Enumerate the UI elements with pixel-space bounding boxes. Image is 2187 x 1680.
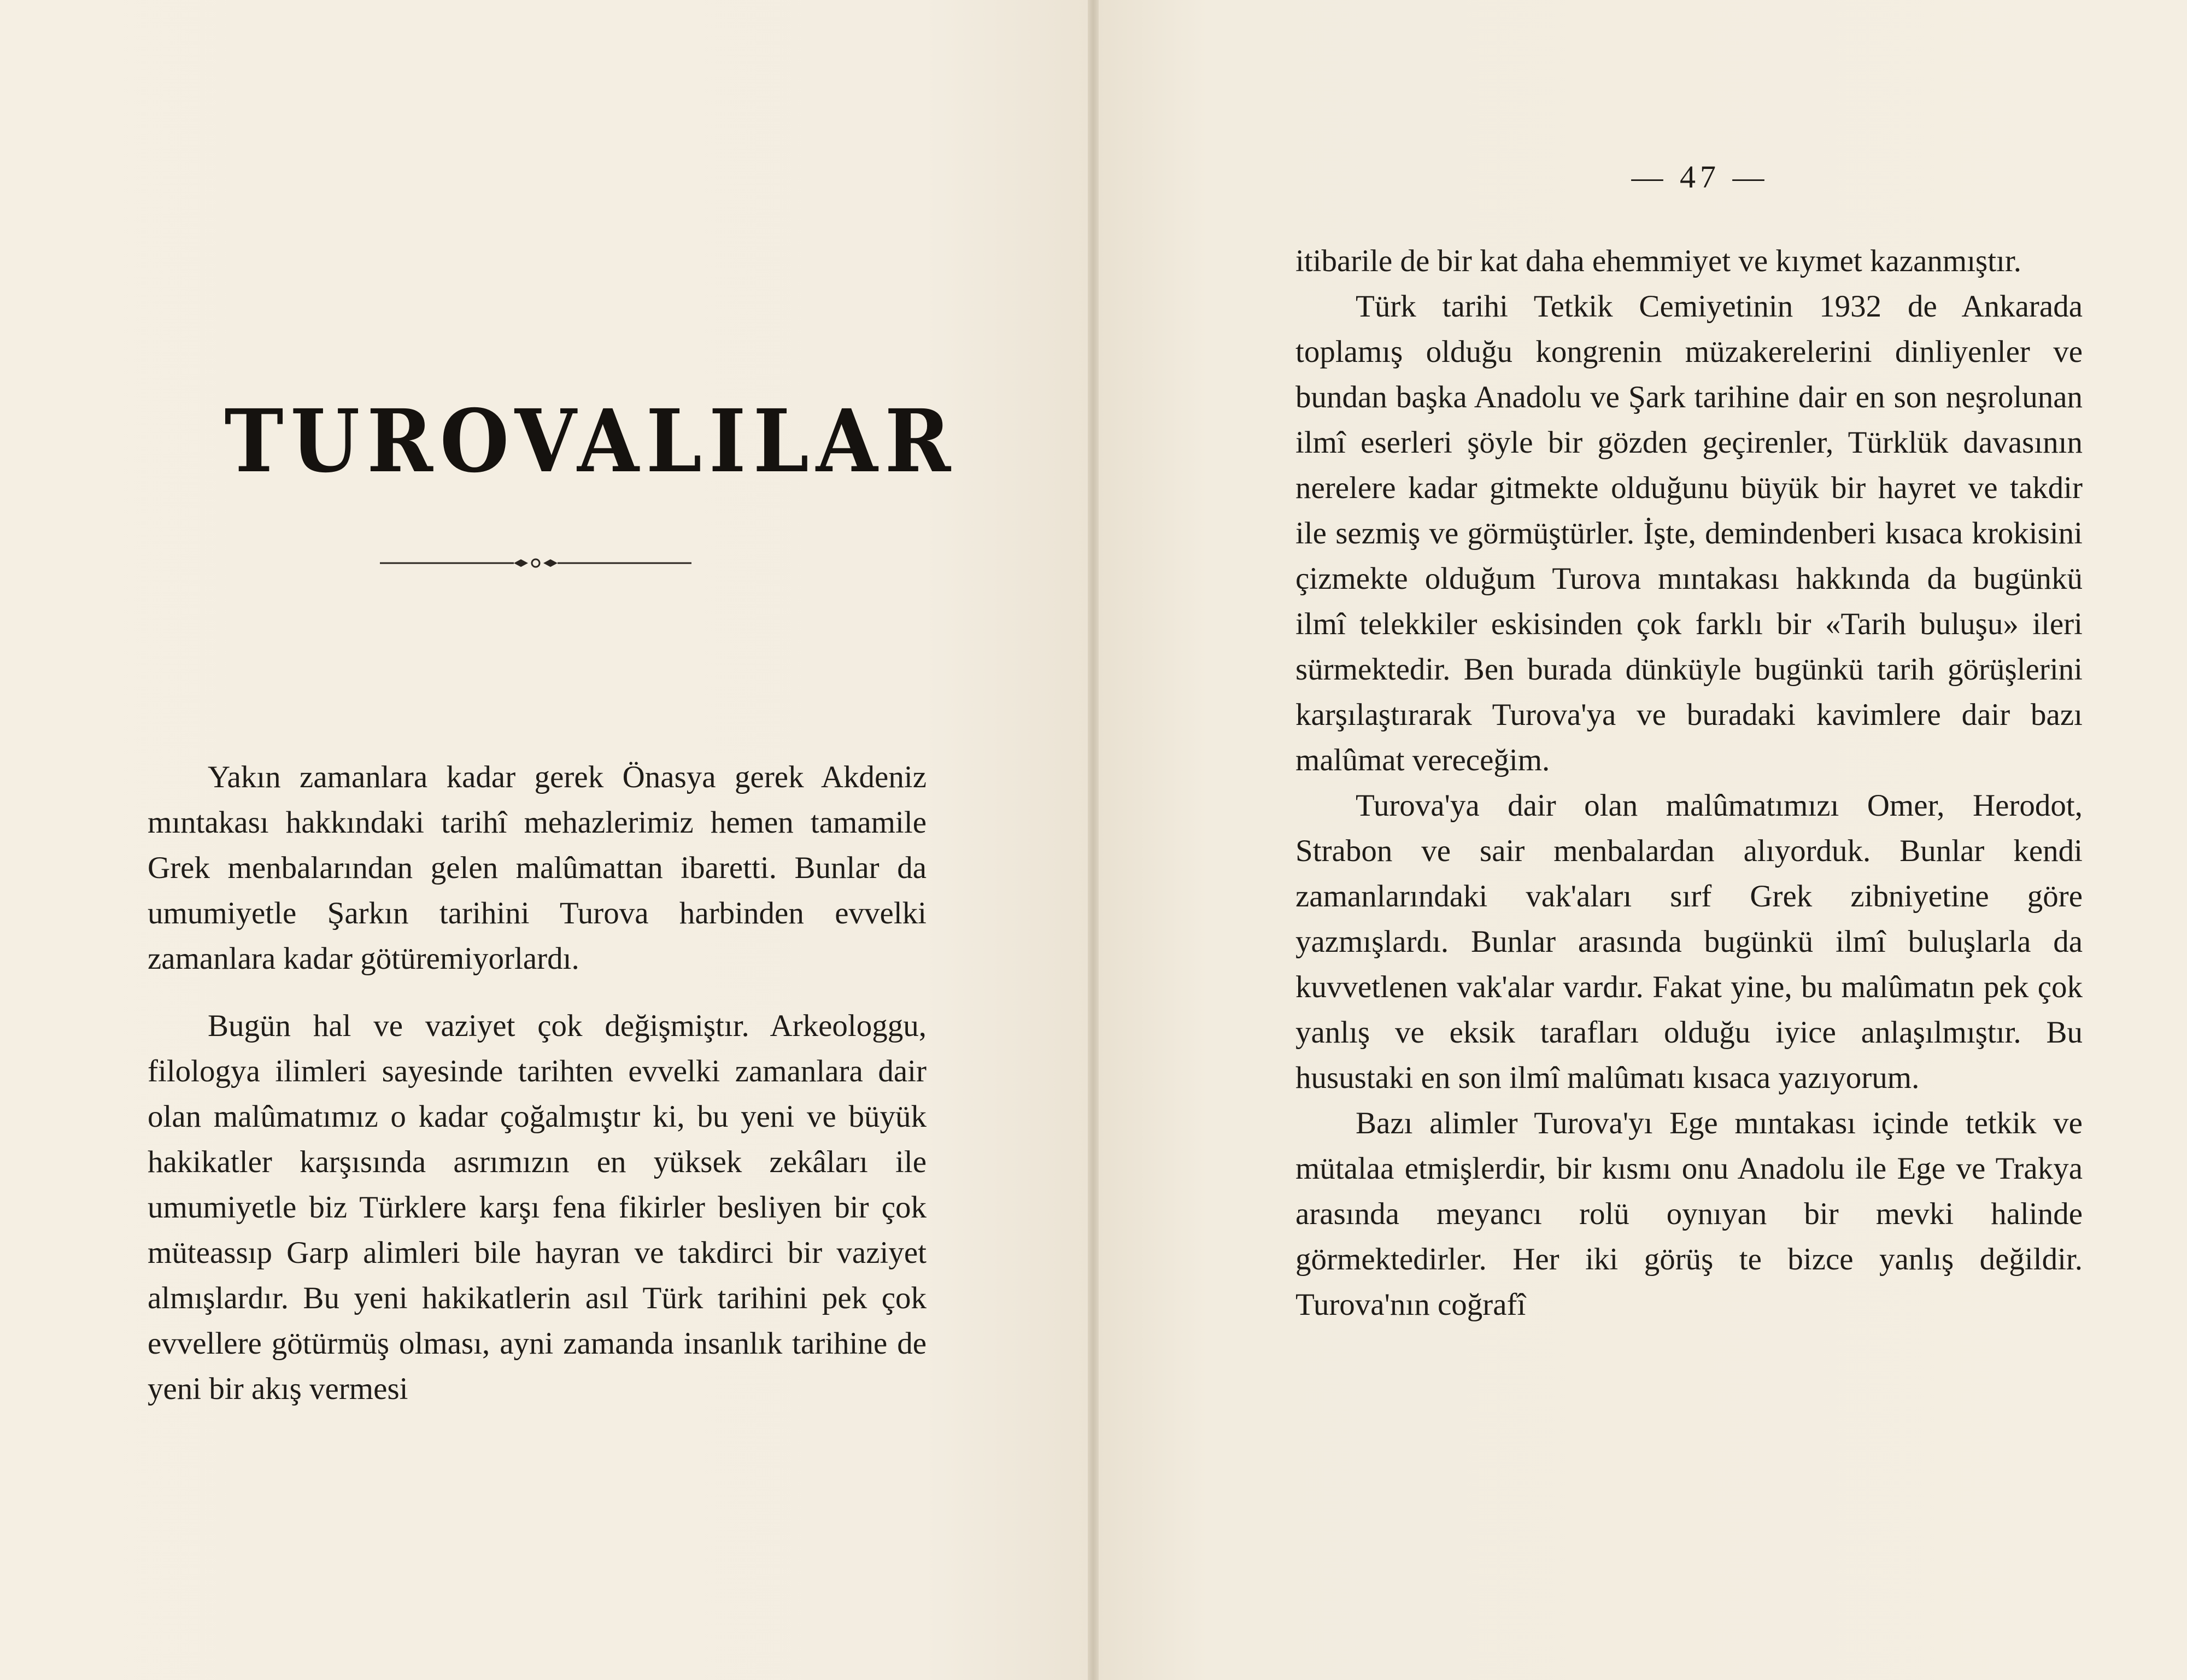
paragraph: Bazı alimler Turova'yı Ege mıntakası içinde tetkik ve mütalaa etmişlerdir, bir kısmı onu Anadolu ile Ege ve Trakya arasında meyancı rolü oynıyan bir mevki halinde görmektedirler. Her iki görüş te bizce yanlış değildir. Turova'nın coğrafî — [1295, 1106, 2083, 1322]
paragraph: itibarile de bir kat daha ehemmiyet ve kıymet kazanmıştır. — [1295, 244, 2021, 278]
left-page — [0, 0, 1088, 1680]
paragraph: Yakın zamanlara kadar gerek Önasya gerek Akdeniz mıntakası hakkındaki tarihî mehazlerimiz hemen tamamile Grek menbalarından gelen malûmattan ibaretti. Bunlar da umumiyetle Şarkın tarihini Turova harbinden evvelki zamanlara kadar götüremiyorlardı. — [148, 760, 927, 976]
paragraph: Bugün hal ve vaziyet çok değişmiştır. Arkeologgu, filologya ilimleri sayesinde tarihten evvelki zamanlara dair olan malûmatımız o kadar çoğalmıştır ki, bu yeni ve büyük hakikatler karşısında asrımızın en yüksek zekâları ile umumiyetle biz Türklere karşı fena fikirler besliyen bir çok müteassıp Garp alimleri bile hayran ve takdirci bir vaziyet almışlardır. Bu yeni hakikatlerin asıl Türk tarihini pek çok evvellere götürmüş olması, ayni zamanda insanlık tarihine de yeni bir akış vermesi — [148, 1009, 927, 1406]
paragraph: Turova'ya dair olan malûmatımızı Omer, Herodot, Strabon ve sair menbalardan alıyorduk. Bunlar kendi zamanlarındaki vak'aları sırf Grek zibniyetine göre yazmışlardı. Bunlar arasında bugünkü ilmî buluşlarla da kuvvetlenen vak'alar vardır. Fakat yine, bu malûmatın pek çok yanlış ve eksik tarafları olduğu iyice anlaşılmıştır. Bu husustaki en son ilmî malûmatı kısaca yazıyorum. — [1295, 788, 2083, 1095]
chapter-title: TUROVALILAR — [224, 391, 958, 492]
book-gutter — [1088, 0, 1099, 1680]
ornament-divider — [380, 552, 691, 574]
right-body-text — [1295, 238, 2083, 1327]
paragraph: Türk tarihi Tetkik Cemiyetinin 1932 de Ankarada toplamış olduğu kongrenin müzakerelerini dinliyenler ve bundan başka Anadolu ve Şark tarihine dair en son neşrolunan ilmî eserleri şöyle bir gözden geçirenler, Türklük davasının nerelere kadar gitmekte olduğunu büyük bir hayret ve takdir ile sezmiş ve görmüştürler. İşte, demindenberi kısaca krokisini çizmekte olduğum Turova mıntakası hakkında da bugünkü ilmî telekkiler eskisinden çok farklı bir «Tarih buluşu» ileri sürmektedir. Ben burada dünküyle bugünkü tarih görüşlerini karşılaştırarak Turova'ya ve buradaki kavimlere dair bazı malûmat vereceğim. — [1295, 289, 2083, 777]
left-body-text — [148, 754, 927, 1412]
page-number: — 47 — — [1631, 159, 1769, 195]
